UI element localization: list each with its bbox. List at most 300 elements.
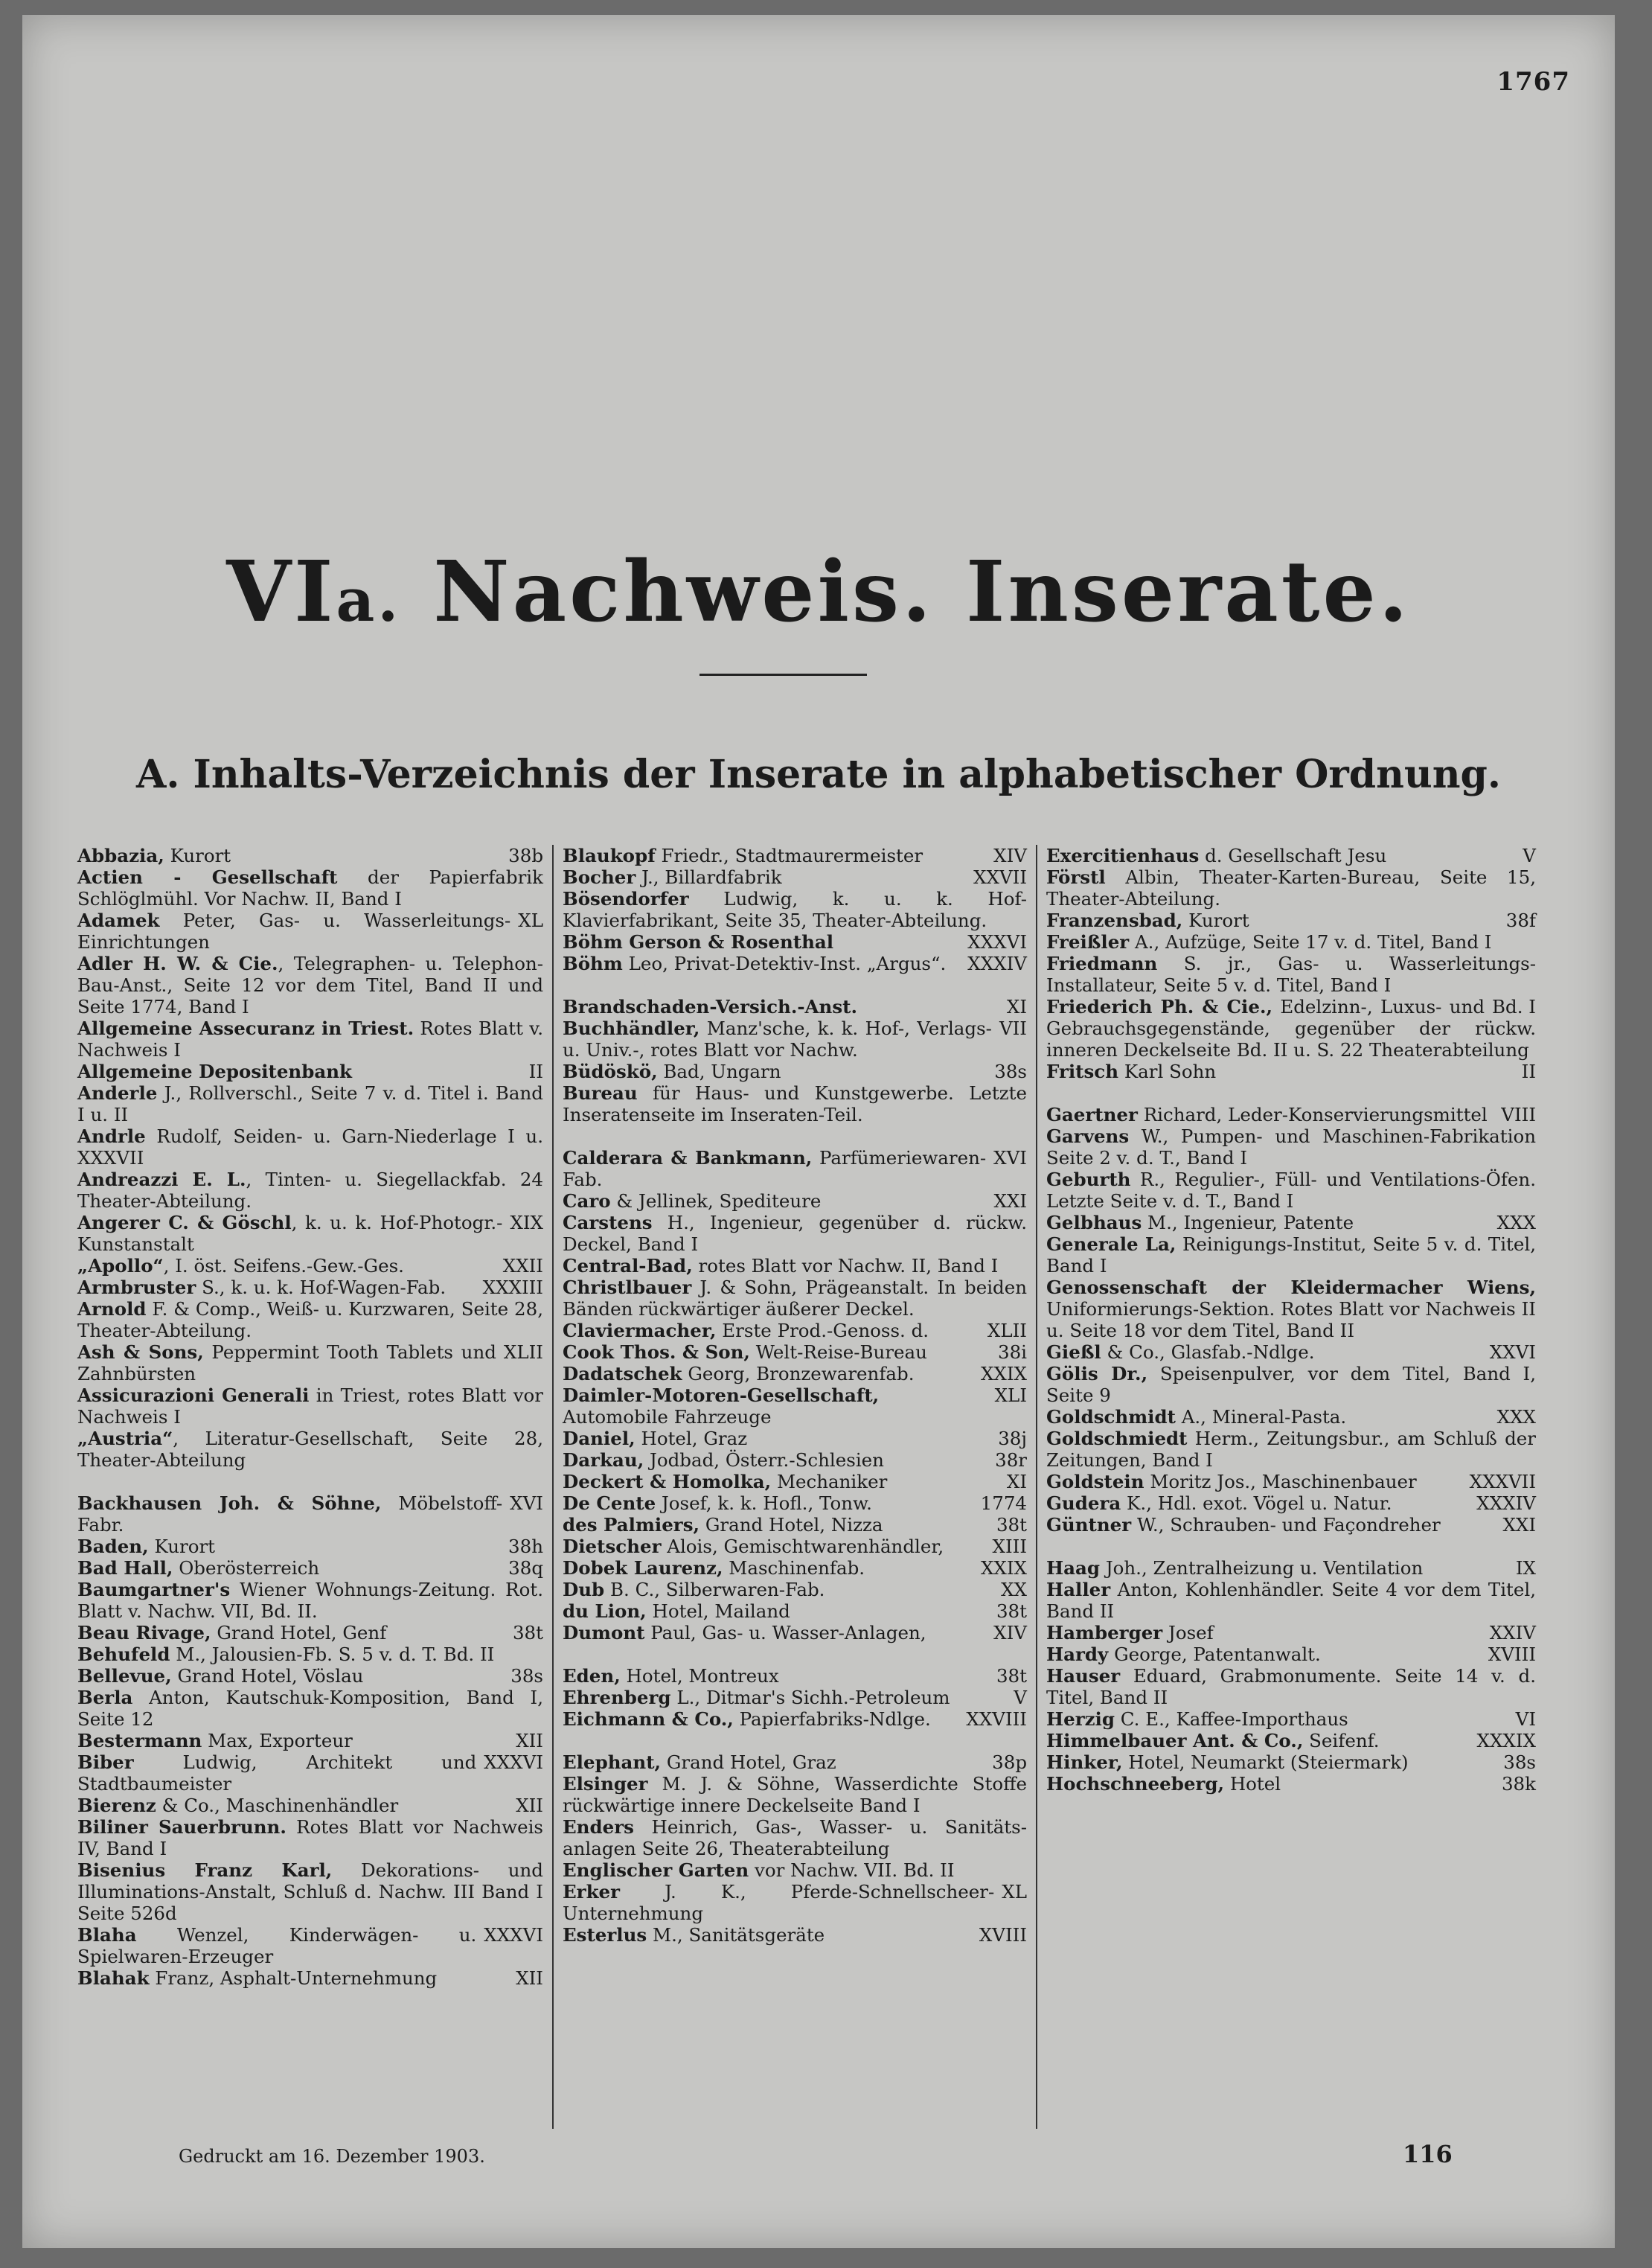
entry-name: Daniel,	[563, 1428, 635, 1449]
index-entry	[1046, 1169, 1536, 1212]
entry-reference: XL	[518, 910, 543, 931]
entry-description: Maschinenfab.	[723, 1557, 865, 1579]
entry-reference: XVIII	[979, 1924, 1027, 1946]
entry-reference: XII	[516, 1795, 543, 1816]
entry-description: Josef, k. k. Hofl., Tonw.	[656, 1492, 872, 1514]
index-entry	[563, 1536, 1027, 1557]
index-entry	[77, 953, 543, 1018]
index-entry	[77, 1298, 543, 1341]
entry-name: Blaukopf	[563, 845, 656, 866]
entry-name: Biliner Sauerbrunn.	[77, 1816, 286, 1838]
entry-description: , Tinten- u. Siegellackfab. 24 Theater-Abteilung.	[77, 1169, 543, 1212]
index-entry	[563, 1859, 1027, 1881]
entry-description: Franz, Asphalt-Unternehmung	[149, 1967, 438, 1989]
index-entry	[563, 953, 1027, 974]
entry-reference: XXIX	[980, 1557, 1027, 1579]
index-entry	[77, 1255, 543, 1277]
index-column-1	[77, 845, 554, 2129]
entry-reference: XII	[516, 1967, 543, 1989]
page-title	[22, 543, 1615, 641]
entry-description: Wenzel, Kinderwägen- u. Spielwaren-Erzeuger	[77, 1924, 477, 1967]
entry-name: Geburth	[1046, 1169, 1131, 1190]
entry-description: Reinigungs-Institut, Seite 5 v. d. Titel, Band I	[1046, 1233, 1536, 1277]
index-entry	[1046, 1471, 1536, 1492]
entry-description: Hotel	[1224, 1773, 1281, 1795]
entry-description: Kurort	[1182, 910, 1249, 931]
entry-name: du Lion,	[563, 1600, 647, 1622]
entry-description: Max, Exporteur	[202, 1730, 353, 1751]
entry-name: Eden,	[563, 1665, 621, 1687]
entry-name: Ehrenberg	[563, 1687, 671, 1708]
index-entry	[1046, 1708, 1536, 1730]
index-entry	[77, 1384, 543, 1428]
entry-name: Elsinger	[563, 1773, 648, 1795]
entry-reference: XI	[1006, 996, 1027, 1018]
entry-description: Richard, Leder-Konservierungsmittel	[1137, 1104, 1488, 1125]
entry-name: Goldstein	[1046, 1471, 1144, 1492]
print-date: Gedruckt am 16. Dezember 1903.	[179, 2146, 485, 2167]
entry-description: H., Ingenieur, gegenüber d. rückw. Deckel, Band I	[563, 1212, 1027, 1255]
entry-name: Böhm Gerson & Rosenthal	[563, 931, 834, 953]
section-heading: A. Inhalts-Verzeichnis der Inserate in alphabetischer Ordnung.	[135, 752, 1502, 797]
index-entry	[77, 866, 543, 910]
document-page	[22, 15, 1615, 2248]
entry-description: Alois, Gemischtwarenhändler,	[661, 1536, 944, 1557]
entry-description: Parfümeriewaren-Fab.	[563, 1147, 987, 1190]
index-entry	[563, 1341, 1027, 1363]
entry-name: Enders	[563, 1816, 634, 1838]
entry-description: C. E., Kaffee-Importhaus	[1115, 1708, 1348, 1730]
entry-reference: XXXVI	[484, 1751, 543, 1773]
entry-name: Haag	[1046, 1557, 1101, 1579]
index-entry	[1046, 1277, 1536, 1341]
entry-description: Joh., Zentralheizung u. Ventilation	[1100, 1557, 1424, 1579]
entry-description: rotes Blatt vor Nachw. II, Band I	[692, 1255, 999, 1277]
entry-reference: XXXIV	[967, 953, 1027, 974]
entry-reference: V	[1014, 1687, 1027, 1708]
entry-description: Automobile Fahrzeuge	[563, 1406, 772, 1428]
entry-name: Genossenschaft der Kleidermacher Wiens,	[1046, 1277, 1536, 1298]
entry-description: W., Pumpen- und Maschinen-Fabrikation Seite 2 v. d. T., Band I	[1046, 1125, 1536, 1169]
entry-name: Bad Hall,	[77, 1557, 173, 1579]
entry-description: Wiener Wohnungs-Zeitung. Rot. Blatt v. Nachw. VII, Bd. II.	[77, 1579, 543, 1622]
entry-description: Grand Hotel, Graz	[661, 1751, 836, 1773]
entry-name: Hochschneeberg,	[1046, 1773, 1225, 1795]
entry-reference: XXXVI	[967, 931, 1027, 953]
entry-description: Peppermint Tooth Tablets und Zahnbürsten	[77, 1341, 496, 1384]
entry-name: Blaha	[77, 1924, 137, 1946]
entry-description: , Literatur-Gesellschaft, Seite 28, Theater-Abteilung	[77, 1428, 543, 1471]
index-entry	[563, 1924, 1027, 1946]
index-entry	[563, 1363, 1027, 1384]
entry-name: Gelbhaus	[1046, 1212, 1142, 1233]
index-entry	[1046, 1233, 1536, 1277]
entry-name: Goldschmiedt	[1046, 1428, 1188, 1449]
index-entry	[77, 1018, 543, 1061]
entry-name: Abbazia,	[77, 845, 164, 866]
index-entry	[77, 1816, 543, 1859]
index-entry	[77, 1428, 543, 1471]
entry-name: Friederich Ph. & Cie.,	[1046, 996, 1273, 1018]
entry-reference: VII	[999, 1018, 1027, 1039]
entry-reference: XIV	[993, 845, 1027, 866]
index-entry	[563, 1277, 1027, 1320]
entry-reference: 38f	[1505, 910, 1536, 931]
entry-description: & Jellinek, Spediteure	[610, 1190, 822, 1212]
entry-description: Jodbad, Österr.-Schlesien	[644, 1449, 884, 1471]
entry-name: Bisenius Franz Karl,	[77, 1859, 333, 1881]
entry-description: Anton, Kautschuk-Komposition, Band I, Seite 12	[77, 1687, 543, 1730]
entry-name: Berla	[77, 1687, 133, 1708]
entry-name: Adamek	[77, 910, 160, 931]
entry-reference: XIV	[993, 1622, 1027, 1643]
entry-name: Armbruster	[77, 1277, 196, 1298]
entry-description: Dekorations- und Illuminations-Anstalt, Schluß d. Nachw. III Band I Seite 526d	[77, 1859, 543, 1924]
title-numeral-suffix: a.	[336, 565, 402, 635]
entry-name: Deckert & Homolka,	[563, 1471, 772, 1492]
index-entry	[77, 1859, 543, 1924]
entry-reference: XXVIII	[966, 1708, 1027, 1730]
entry-name: des Palmiers,	[563, 1514, 700, 1536]
entry-description: Mechaniker	[771, 1471, 888, 1492]
entry-reference: 38q	[508, 1557, 543, 1579]
index-entry	[1046, 1061, 1536, 1082]
entry-reference: 38s	[1503, 1751, 1536, 1773]
entry-reference: XVI	[993, 1147, 1027, 1169]
entry-reference: 38p	[992, 1751, 1027, 1773]
entry-reference: XXXIII	[482, 1277, 543, 1298]
index-entry	[77, 1622, 543, 1643]
entry-name: Dumont	[563, 1622, 645, 1643]
entry-reference: 38i	[997, 1341, 1027, 1363]
entry-name: Eichmann & Co.,	[563, 1708, 734, 1730]
index-entry	[563, 931, 1027, 953]
index-entry	[77, 1082, 543, 1125]
index-entry	[77, 1277, 543, 1298]
entry-description: M., Sanitätsgeräte	[647, 1924, 825, 1946]
index-entry	[77, 1579, 543, 1622]
entry-description: Oberösterreich	[173, 1557, 320, 1579]
index-entry	[1046, 1341, 1536, 1363]
entry-description: A., Mineral-Pasta.	[1175, 1406, 1347, 1428]
index-entry	[563, 1428, 1027, 1449]
entry-description: Möbelstoff-Fabr.	[77, 1492, 503, 1536]
entry-reference: XIX	[510, 1212, 543, 1233]
entry-description: S. jr., Gas- u. Wasserleitungs-Installateur, Seite 5 v. d. Titel, Band I	[1046, 953, 1536, 996]
entry-name: Bestermann	[77, 1730, 202, 1751]
entry-description: Heinrich, Gas-, Wasser- u. Sanitäts-anlagen Seite 26, Theaterabteilung	[563, 1816, 1027, 1859]
index-entry	[77, 1125, 543, 1169]
entry-reference: XXI	[1502, 1514, 1536, 1536]
entry-reference: 38s	[994, 1061, 1027, 1082]
entry-name: Himmelbauer Ant. & Co.,	[1046, 1730, 1304, 1751]
entry-reference: 38k	[1501, 1773, 1536, 1795]
entry-description: Josef	[1162, 1622, 1214, 1643]
page-number: 1767	[1496, 67, 1570, 97]
entry-description: M., Jalousien-Fb. S. 5 v. d. T. Bd. II	[170, 1643, 495, 1665]
index-entry	[563, 1622, 1027, 1643]
entry-name: Böhm	[563, 953, 623, 974]
index-entry	[563, 1255, 1027, 1277]
entry-reference: XXX	[1496, 1212, 1536, 1233]
index-entry	[563, 1449, 1027, 1471]
title-numeral: VI	[226, 543, 336, 641]
entry-name: Christlbauer	[563, 1277, 692, 1298]
entry-description: R., Regulier-, Füll- und Ventilations-Öfen. Letzte Seite v. d. T., Band I	[1046, 1169, 1536, 1212]
entry-name: Gießl	[1046, 1341, 1101, 1363]
entry-name: Allgemeine Depositenbank	[77, 1061, 353, 1082]
entry-description: J., Rollverschl., Seite 7 v. d. Titel i. Band I u. II	[77, 1082, 543, 1125]
entry-name: Elephant,	[563, 1751, 662, 1773]
entry-description: Herm., Zeitungsbur., am Schluß der Zeitungen, Band I	[1046, 1428, 1536, 1471]
index-entry	[77, 1687, 543, 1730]
entry-name: Fritsch	[1046, 1061, 1119, 1082]
index-entry	[563, 1708, 1027, 1730]
index-entry	[77, 1795, 543, 1816]
entry-reference: 38r	[995, 1449, 1027, 1471]
entry-description: S., k. u. k. Hof-Wagen-Fab.	[196, 1277, 446, 1298]
entry-description: Grand Hotel, Nizza	[699, 1514, 883, 1536]
index-entry	[1046, 953, 1536, 996]
index-entry	[1046, 1104, 1536, 1125]
index-entry	[563, 888, 1027, 931]
entry-description: Hotel, Mailand	[646, 1600, 790, 1622]
entry-name: Brandschaden-Versich.-Anst.	[563, 996, 857, 1018]
index-entry	[563, 996, 1027, 1018]
entry-description: Peter, Gas- u. Wasserleitungs-Einrichtungen	[77, 910, 511, 953]
entry-name: Adler H. W. & Cie.	[77, 953, 278, 974]
index-entry	[77, 1061, 543, 1082]
entry-name: Allgemeine Assecuranz in Triest.	[77, 1018, 414, 1039]
entry-reference: XXXIX	[1476, 1730, 1536, 1751]
entry-description: in Triest, rotes Blatt vor Nachweis I	[77, 1384, 543, 1428]
entry-name: „Austria“	[77, 1428, 173, 1449]
entry-reference: 38t	[996, 1514, 1027, 1536]
entry-description: Anton, Kohlenhändler. Seite 4 vor dem Titel, Band II	[1046, 1579, 1536, 1622]
entry-description: Hotel, Neumarkt (Steiermark)	[1122, 1751, 1409, 1773]
entry-name: Hinker,	[1046, 1751, 1123, 1773]
index-columns	[77, 845, 1536, 2129]
entry-name: Hauser	[1046, 1665, 1121, 1687]
entry-name: Claviermacher,	[563, 1320, 717, 1341]
entry-description: Erste Prod.-Genoss. d.	[716, 1320, 929, 1341]
index-entry	[563, 1018, 1027, 1061]
entry-description: Albin, Theater-Karten-Bureau, Seite 15, Theater-Abteilung.	[1046, 866, 1536, 910]
entry-description: Speisenpulver, vor dem Titel, Band I, Seite 9	[1046, 1363, 1536, 1406]
index-entry	[563, 1665, 1027, 1687]
index-entry	[1046, 1773, 1536, 1795]
entry-reference: XII	[516, 1730, 543, 1751]
index-entry	[77, 1212, 543, 1255]
entry-description: Grand Hotel, Genf	[211, 1622, 387, 1643]
entry-reference: XXIX	[980, 1363, 1027, 1384]
entry-description: Ludwig, Architekt und Stadtbaumeister	[77, 1751, 477, 1795]
entry-reference: XVI	[510, 1492, 543, 1514]
entry-name: Beau Rivage,	[77, 1622, 211, 1643]
entry-name: Dietscher	[563, 1536, 662, 1557]
entry-reference: IX	[1515, 1557, 1536, 1579]
entry-name: Bureau	[563, 1082, 638, 1104]
entry-name: Bocher	[563, 866, 636, 888]
entry-description: M., Ingenieur, Patente	[1142, 1212, 1354, 1233]
index-entry	[77, 1492, 543, 1536]
entry-reference: XXII	[502, 1255, 543, 1277]
index-entry	[1046, 910, 1536, 931]
entry-name: Hamberger	[1046, 1622, 1163, 1643]
entry-reference: XXI	[993, 1190, 1027, 1212]
index-entry	[1046, 1363, 1536, 1406]
entry-name: Andrle	[77, 1125, 146, 1147]
index-entry	[563, 1751, 1027, 1773]
index-entry	[1046, 1579, 1536, 1622]
entry-name: Assicurazioni Generali	[77, 1384, 310, 1406]
entry-description: J. K., Pferde-Schnellscheer-Unternehmung	[563, 1881, 995, 1924]
entry-reference: V	[1523, 845, 1536, 866]
index-entry	[1046, 1428, 1536, 1471]
title-divider	[699, 674, 867, 676]
entry-description: & Co., Maschinenhändler	[156, 1795, 399, 1816]
index-entry	[77, 1967, 543, 1989]
entry-description: Friedr., Stadtmaurermeister	[655, 845, 923, 866]
index-entry	[1046, 1751, 1536, 1773]
entry-name: Garvens	[1046, 1125, 1130, 1147]
entry-description: für Haus- und Kunstgewerbe. Letzte Inseratenseite im Inseraten-Teil.	[563, 1082, 1027, 1125]
entry-reference: XLII	[503, 1341, 543, 1363]
entry-description: Manz'sche, k. k. Hof-, Verlags- u. Univ.-, rotes Blatt vor Nachw.	[563, 1018, 992, 1061]
entry-reference: 38b	[508, 845, 543, 866]
entry-name: Dobek Laurenz,	[563, 1557, 723, 1579]
entry-name: Carstens	[563, 1212, 653, 1233]
index-entry	[1046, 1665, 1536, 1708]
index-entry	[77, 910, 543, 953]
index-entry	[1046, 996, 1536, 1061]
entry-description: L., Ditmar's Sichh.-Petroleum	[670, 1687, 950, 1708]
entry-description: Paul, Gas- u. Wasser-Anlagen,	[644, 1622, 926, 1643]
entry-reference: XX	[1001, 1579, 1027, 1600]
entry-name: Arnold	[77, 1298, 147, 1320]
entry-reference: 38j	[998, 1428, 1027, 1449]
entry-name: Dadatschek	[563, 1363, 682, 1384]
entry-name: Actien - Gesellschaft	[77, 866, 338, 888]
index-entry	[563, 1773, 1027, 1816]
entry-reference: 38s	[510, 1665, 543, 1687]
entry-description: F. & Comp., Weiß- u. Kurzwaren, Seite 28, Theater-Abteilung.	[77, 1298, 543, 1341]
entry-description: W., Schrauben- und Façondreher	[1131, 1514, 1441, 1536]
entry-description: Karl Sohn	[1118, 1061, 1217, 1082]
entry-reference: XXXVII	[1469, 1471, 1536, 1492]
entry-description: d. Gesellschaft Jesu	[1199, 845, 1387, 866]
index-entry	[563, 1687, 1027, 1708]
entry-reference: 38t	[996, 1600, 1027, 1622]
entry-reference: 38t	[996, 1665, 1027, 1687]
entry-name: Baumgartner's	[77, 1579, 231, 1600]
index-entry	[563, 1147, 1027, 1190]
index-entry	[563, 1579, 1027, 1600]
entry-description: Edelzinn-, Luxus- und Gebrauchsgegenstände, gegenüber der rückw. inneren Deckelseite Bd. II u. S. 22 Theaterabteilung	[1046, 996, 1536, 1061]
entry-name: Baden,	[77, 1536, 149, 1557]
entry-description: K., Hdl. exot. Vögel u. Natur.	[1121, 1492, 1392, 1514]
entry-description: Georg, Bronzewarenfab.	[682, 1363, 915, 1384]
entry-reference: VIII	[1501, 1104, 1536, 1125]
entry-name: Andreazzi E. L.	[77, 1169, 246, 1190]
index-entry	[77, 1557, 543, 1579]
index-entry	[563, 1212, 1027, 1255]
entry-name: Büdöskö,	[563, 1061, 658, 1082]
entry-name: Darkau,	[563, 1449, 644, 1471]
index-entry	[77, 1751, 543, 1795]
entry-description: vor Nachw. VII. Bd. II	[749, 1859, 955, 1881]
index-entry	[77, 1924, 543, 1967]
entry-description: Kurort	[164, 845, 231, 866]
entry-description: A., Aufzüge, Seite 17 v. d. Titel, Band I	[1129, 931, 1492, 953]
entry-name: Friedmann	[1046, 953, 1158, 974]
index-entry	[77, 1169, 543, 1212]
entry-reference: II	[528, 1061, 543, 1082]
entry-description: Grand Hotel, Vöslau	[171, 1665, 364, 1687]
entry-name: Calderara & Bankmann,	[563, 1147, 813, 1169]
index-entry	[563, 1881, 1027, 1924]
entry-name: Angerer C. & Göschl	[77, 1212, 292, 1233]
entry-reference: XLI	[994, 1384, 1027, 1406]
index-entry	[563, 866, 1027, 888]
index-entry	[563, 1492, 1027, 1514]
entry-reference: 38h	[508, 1536, 543, 1557]
entry-description: Bad, Ungarn	[657, 1061, 781, 1082]
entry-name: De Cente	[563, 1492, 656, 1514]
entry-reference: XIII	[992, 1536, 1027, 1557]
entry-name: Freißler	[1046, 931, 1130, 953]
entry-description: George, Patentanwalt.	[1108, 1643, 1321, 1665]
entry-description: Moritz Jos., Maschinenbauer	[1144, 1471, 1417, 1492]
entry-name: Erker	[563, 1881, 621, 1903]
index-entry	[77, 1643, 543, 1665]
index-entry	[563, 1384, 1027, 1428]
entry-description: Rotes Blatt v. Nachweis I	[77, 1018, 543, 1061]
index-entry	[1046, 1492, 1536, 1514]
entry-name: Behufeld	[77, 1643, 170, 1665]
entry-name: Goldschmidt	[1046, 1406, 1176, 1428]
entry-name: Dub	[563, 1579, 605, 1600]
index-entry	[1046, 931, 1536, 953]
entry-name: Central-Bad,	[563, 1255, 693, 1277]
entry-name: Blahak	[77, 1967, 150, 1989]
index-entry	[1046, 1514, 1536, 1536]
index-entry	[1046, 866, 1536, 910]
entry-reference: VI	[1515, 1708, 1536, 1730]
entry-description: , I. öst. Seifens.-Gew.-Ges.	[163, 1255, 404, 1277]
entry-name: Ash & Sons,	[77, 1341, 204, 1363]
entry-description: Hotel, Graz	[635, 1428, 748, 1449]
entry-reference: XI	[1006, 1471, 1027, 1492]
index-entry	[563, 1471, 1027, 1492]
entry-reference: Bd. I	[1492, 996, 1536, 1018]
entry-name: Caro	[563, 1190, 611, 1212]
entry-description: J., Billardfabrik	[635, 866, 782, 888]
entry-description: Leo, Privat-Detektiv-Inst. „Argus“.	[622, 953, 947, 974]
entry-name: Förstl	[1046, 866, 1106, 888]
entry-description: Eduard, Grabmonumente. Seite 14 v. d. Titel, Band II	[1046, 1665, 1536, 1708]
entry-description: Ludwig, k. u. k. Hof-Klavierfabrikant, Seite 35, Theater-Abteilung.	[563, 888, 1027, 931]
entry-reference: 38t	[512, 1622, 543, 1643]
title-text: Nachweis. Inserate.	[401, 543, 1411, 641]
entry-name: Franzensbad,	[1046, 910, 1183, 931]
index-entry	[77, 1730, 543, 1751]
index-entry	[77, 845, 543, 866]
index-entry	[563, 1816, 1027, 1859]
entry-name: Esterlus	[563, 1924, 647, 1946]
entry-name: Gölis Dr.,	[1046, 1363, 1148, 1384]
sheet-number: 116	[1403, 2140, 1453, 2168]
